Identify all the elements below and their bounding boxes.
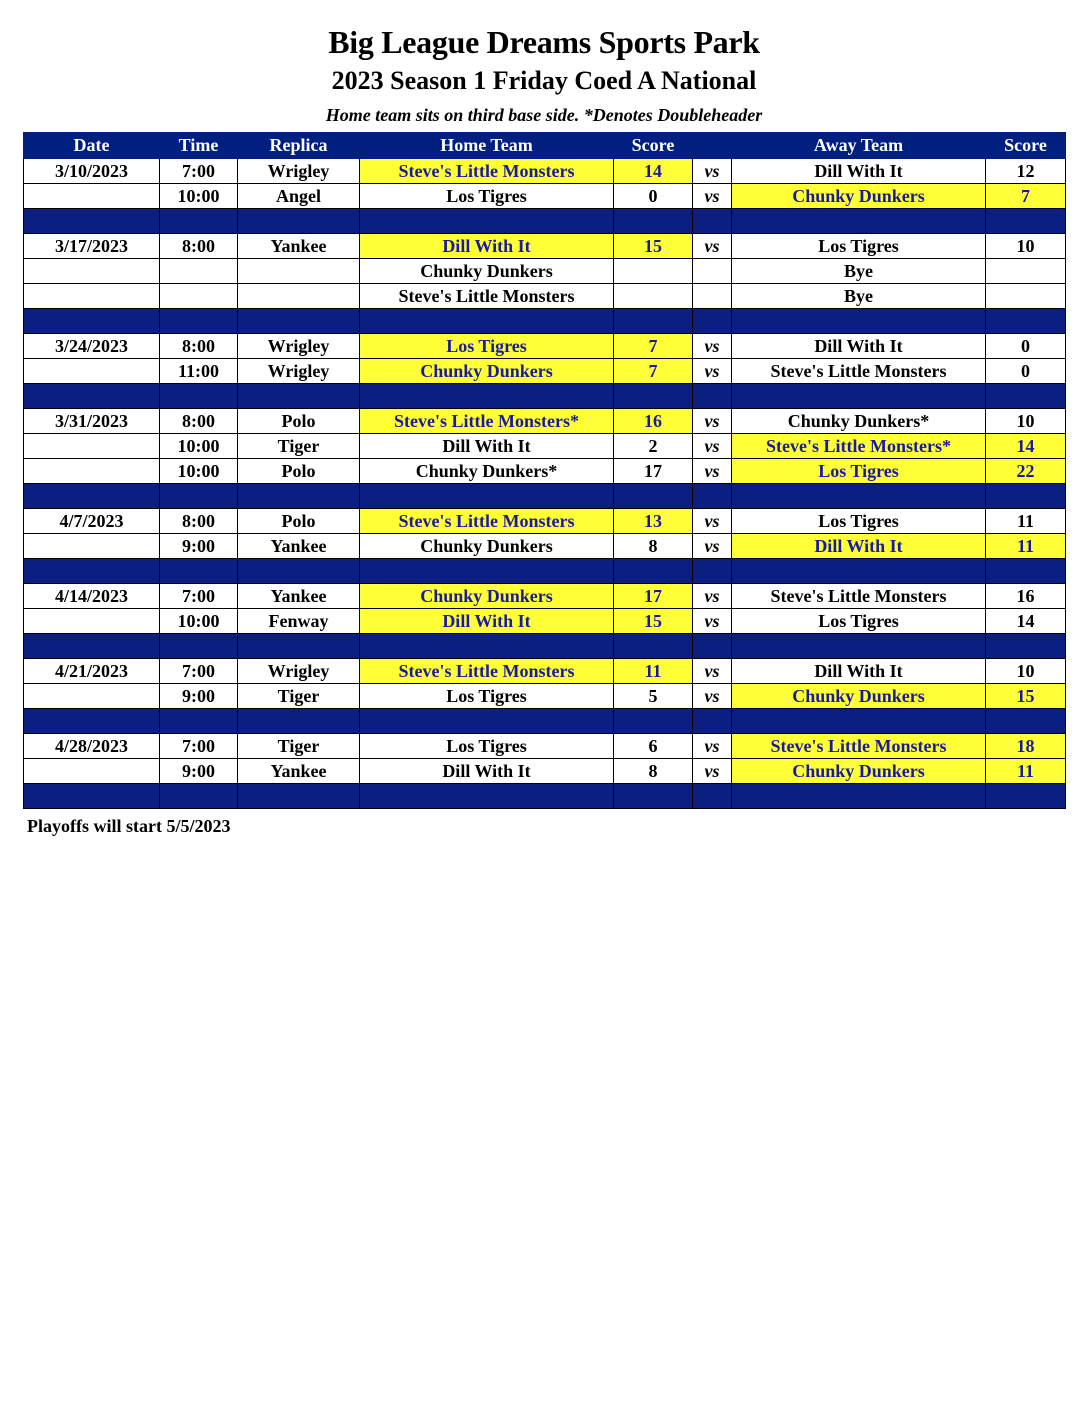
away-team-cell: Chunky Dunkers: [732, 184, 986, 209]
table-row: [24, 234, 1066, 259]
away-score-cell: 14: [986, 434, 1066, 459]
time-cell: 10:00: [160, 184, 238, 209]
separator-row: [24, 309, 1066, 334]
separator-cell: [238, 484, 360, 509]
away-score-cell: 12: [986, 159, 1066, 184]
away-score-cell: 10: [986, 409, 1066, 434]
home-team-cell: Steve's Little Monsters: [360, 509, 614, 534]
time-cell: [160, 259, 238, 284]
home-score-cell: 8: [614, 534, 693, 559]
separator-cell: [238, 784, 360, 809]
replica-cell: Polo: [238, 459, 360, 484]
separator-cell: [693, 559, 732, 584]
away-team-cell: Chunky Dunkers*: [732, 409, 986, 434]
home-score-cell: 13: [614, 509, 693, 534]
home-score-cell: 17: [614, 459, 693, 484]
table-row: [24, 459, 1066, 484]
replica-cell: Wrigley: [238, 659, 360, 684]
home-team-cell: Steve's Little Monsters: [360, 284, 614, 309]
separator-cell: [360, 209, 614, 234]
away-score-cell: 15: [986, 684, 1066, 709]
separator-cell: [986, 484, 1066, 509]
home-score-cell: 17: [614, 584, 693, 609]
schedule-table: [23, 132, 1066, 809]
time-cell: 8:00: [160, 334, 238, 359]
separator-cell: [614, 209, 693, 234]
home-score-cell: 14: [614, 159, 693, 184]
column-header-away-team: Away Team: [732, 133, 986, 159]
away-score-cell: [986, 284, 1066, 309]
replica-cell: Tiger: [238, 734, 360, 759]
separator-cell: [986, 709, 1066, 734]
home-team-cell: Chunky Dunkers*: [360, 459, 614, 484]
replica-cell: Yankee: [238, 759, 360, 784]
table-row: [24, 509, 1066, 534]
separator-cell: [986, 559, 1066, 584]
date-cell: [24, 284, 160, 309]
separator-cell: [238, 384, 360, 409]
separator-cell: [732, 309, 986, 334]
vs-cell: [693, 259, 732, 284]
home-team-cell: Steve's Little Monsters*: [360, 409, 614, 434]
home-team-cell: Dill With It: [360, 434, 614, 459]
separator-cell: [360, 634, 614, 659]
vs-cell: vs: [693, 584, 732, 609]
schedule-note: Home team sits on third base side. *Denotes Doubleheader: [325, 105, 763, 125]
separator-cell: [986, 784, 1066, 809]
date-cell: [24, 684, 160, 709]
replica-cell: Tiger: [238, 434, 360, 459]
separator-cell: [614, 309, 693, 334]
separator-cell: [614, 484, 693, 509]
separator-cell: [614, 709, 693, 734]
home-team-cell: Los Tigres: [360, 184, 614, 209]
time-cell: 7:00: [160, 734, 238, 759]
page-subtitle: 2023 Season 1 Friday Coed A National: [331, 66, 757, 95]
separator-cell: [360, 559, 614, 584]
separator-row: [24, 709, 1066, 734]
home-score-cell: 5: [614, 684, 693, 709]
replica-cell: Tiger: [238, 684, 360, 709]
time-cell: 9:00: [160, 534, 238, 559]
time-cell: 10:00: [160, 609, 238, 634]
separator-cell: [732, 634, 986, 659]
separator-row: [24, 559, 1066, 584]
home-team-cell: Dill With It: [360, 759, 614, 784]
separator-cell: [160, 384, 238, 409]
replica-cell: Fenway: [238, 609, 360, 634]
away-score-cell: 10: [986, 234, 1066, 259]
home-team-cell: Dill With It: [360, 234, 614, 259]
date-cell: 3/17/2023: [24, 234, 160, 259]
separator-cell: [732, 559, 986, 584]
home-team-cell: Chunky Dunkers: [360, 259, 614, 284]
away-score-cell: 11: [986, 759, 1066, 784]
separator-row: [24, 209, 1066, 234]
away-score-cell: 22: [986, 459, 1066, 484]
replica-cell: [238, 259, 360, 284]
time-cell: [160, 284, 238, 309]
home-team-cell: Los Tigres: [360, 734, 614, 759]
away-team-cell: Chunky Dunkers: [732, 759, 986, 784]
away-team-cell: Steve's Little Monsters*: [732, 434, 986, 459]
separator-cell: [160, 709, 238, 734]
separator-cell: [732, 784, 986, 809]
column-header-home-score: Score: [614, 133, 693, 159]
away-team-cell: Dill With It: [732, 534, 986, 559]
separator-cell: [614, 384, 693, 409]
separator-row: [24, 784, 1066, 809]
home-score-cell: 2: [614, 434, 693, 459]
time-cell: 7:00: [160, 659, 238, 684]
date-cell: [24, 259, 160, 284]
replica-cell: Yankee: [238, 234, 360, 259]
column-header-time: Time: [160, 133, 238, 159]
separator-cell: [24, 484, 160, 509]
home-score-cell: 6: [614, 734, 693, 759]
home-team-cell: Dill With It: [360, 609, 614, 634]
vs-cell: vs: [693, 509, 732, 534]
home-score-cell: [614, 284, 693, 309]
away-score-cell: 0: [986, 359, 1066, 384]
home-score-cell: 15: [614, 234, 693, 259]
separator-cell: [160, 559, 238, 584]
separator-cell: [693, 784, 732, 809]
home-team-cell: Chunky Dunkers: [360, 584, 614, 609]
table-row: [24, 734, 1066, 759]
separator-cell: [238, 309, 360, 334]
replica-cell: Polo: [238, 509, 360, 534]
separator-cell: [160, 484, 238, 509]
date-cell: 4/21/2023: [24, 659, 160, 684]
table-row: [24, 684, 1066, 709]
replica-cell: Angel: [238, 184, 360, 209]
away-score-cell: 7: [986, 184, 1066, 209]
separator-cell: [160, 784, 238, 809]
away-score-cell: 10: [986, 659, 1066, 684]
home-score-cell: [614, 259, 693, 284]
home-score-cell: 11: [614, 659, 693, 684]
away-team-cell: Los Tigres: [732, 609, 986, 634]
separator-row: [24, 484, 1066, 509]
column-header-vs: [693, 133, 732, 159]
away-score-cell: 16: [986, 584, 1066, 609]
vs-cell: [693, 284, 732, 309]
table-row: [24, 584, 1066, 609]
separator-row: [24, 634, 1066, 659]
home-score-cell: 7: [614, 359, 693, 384]
separator-cell: [24, 559, 160, 584]
table-row: [24, 434, 1066, 459]
separator-cell: [986, 209, 1066, 234]
replica-cell: Wrigley: [238, 159, 360, 184]
date-cell: [24, 359, 160, 384]
home-team-cell: Chunky Dunkers: [360, 534, 614, 559]
date-cell: [24, 459, 160, 484]
date-cell: [24, 184, 160, 209]
home-team-cell: Los Tigres: [360, 684, 614, 709]
vs-cell: vs: [693, 159, 732, 184]
away-team-cell: Steve's Little Monsters: [732, 359, 986, 384]
home-team-cell: Chunky Dunkers: [360, 359, 614, 384]
date-cell: 4/14/2023: [24, 584, 160, 609]
separator-cell: [24, 634, 160, 659]
separator-cell: [693, 209, 732, 234]
separator-cell: [360, 309, 614, 334]
column-header-home-team: Home Team: [360, 133, 614, 159]
table-header-row: [24, 133, 1066, 159]
home-team-cell: Steve's Little Monsters: [360, 159, 614, 184]
replica-cell: Yankee: [238, 584, 360, 609]
time-cell: 10:00: [160, 434, 238, 459]
separator-cell: [24, 784, 160, 809]
vs-cell: vs: [693, 534, 732, 559]
separator-cell: [732, 384, 986, 409]
time-cell: 9:00: [160, 684, 238, 709]
table-row: [24, 184, 1066, 209]
away-team-cell: Dill With It: [732, 159, 986, 184]
home-score-cell: 7: [614, 334, 693, 359]
date-cell: 4/28/2023: [24, 734, 160, 759]
separator-cell: [24, 384, 160, 409]
separator-cell: [360, 784, 614, 809]
replica-cell: [238, 284, 360, 309]
away-team-cell: Dill With It: [732, 659, 986, 684]
vs-cell: vs: [693, 734, 732, 759]
date-cell: [24, 434, 160, 459]
time-cell: 9:00: [160, 759, 238, 784]
separator-cell: [160, 309, 238, 334]
date-cell: [24, 534, 160, 559]
vs-cell: vs: [693, 334, 732, 359]
replica-cell: Wrigley: [238, 359, 360, 384]
separator-cell: [986, 384, 1066, 409]
time-cell: 7:00: [160, 159, 238, 184]
table-row: [24, 609, 1066, 634]
replica-cell: Polo: [238, 409, 360, 434]
home-score-cell: 8: [614, 759, 693, 784]
vs-cell: vs: [693, 609, 732, 634]
vs-cell: vs: [693, 459, 732, 484]
home-score-cell: 15: [614, 609, 693, 634]
separator-cell: [238, 559, 360, 584]
separator-cell: [160, 209, 238, 234]
table-row: [24, 159, 1066, 184]
away-team-cell: Los Tigres: [732, 509, 986, 534]
separator-row: [24, 384, 1066, 409]
separator-cell: [693, 709, 732, 734]
date-cell: [24, 759, 160, 784]
away-team-cell: Steve's Little Monsters: [732, 584, 986, 609]
separator-cell: [614, 634, 693, 659]
date-cell: [24, 609, 160, 634]
vs-cell: vs: [693, 659, 732, 684]
separator-cell: [24, 709, 160, 734]
separator-cell: [360, 384, 614, 409]
separator-cell: [238, 709, 360, 734]
away-team-cell: Dill With It: [732, 334, 986, 359]
separator-cell: [732, 709, 986, 734]
away-team-cell: Los Tigres: [732, 459, 986, 484]
home-score-cell: 16: [614, 409, 693, 434]
away-score-cell: 14: [986, 609, 1066, 634]
away-score-cell: 11: [986, 509, 1066, 534]
home-team-cell: Los Tigres: [360, 334, 614, 359]
separator-cell: [693, 634, 732, 659]
date-cell: 3/10/2023: [24, 159, 160, 184]
separator-cell: [24, 309, 160, 334]
vs-cell: vs: [693, 184, 732, 209]
table-row: [24, 759, 1066, 784]
playoffs-note: Playoffs will start 5/5/2023: [27, 816, 231, 836]
away-score-cell: 11: [986, 534, 1066, 559]
time-cell: 10:00: [160, 459, 238, 484]
time-cell: 8:00: [160, 509, 238, 534]
separator-cell: [360, 484, 614, 509]
time-cell: 7:00: [160, 584, 238, 609]
away-team-cell: Bye: [732, 259, 986, 284]
page-title: Big League Dreams Sports Park: [328, 24, 760, 60]
away-team-cell: Steve's Little Monsters: [732, 734, 986, 759]
table-row: [24, 534, 1066, 559]
schedule-body: [24, 159, 1066, 809]
away-team-cell: Los Tigres: [732, 234, 986, 259]
table-row: [24, 659, 1066, 684]
away-team-cell: Chunky Dunkers: [732, 684, 986, 709]
away-score-cell: 18: [986, 734, 1066, 759]
replica-cell: Wrigley: [238, 334, 360, 359]
separator-cell: [732, 484, 986, 509]
vs-cell: vs: [693, 359, 732, 384]
separator-cell: [360, 709, 614, 734]
away-score-cell: 0: [986, 334, 1066, 359]
vs-cell: vs: [693, 409, 732, 434]
time-cell: 8:00: [160, 409, 238, 434]
separator-cell: [986, 634, 1066, 659]
time-cell: 8:00: [160, 234, 238, 259]
separator-cell: [238, 634, 360, 659]
separator-cell: [693, 309, 732, 334]
separator-cell: [24, 209, 160, 234]
vs-cell: vs: [693, 434, 732, 459]
separator-cell: [732, 209, 986, 234]
replica-cell: Yankee: [238, 534, 360, 559]
column-header-date: Date: [24, 133, 160, 159]
separator-cell: [986, 309, 1066, 334]
date-cell: 3/24/2023: [24, 334, 160, 359]
date-cell: 4/7/2023: [24, 509, 160, 534]
column-header-away-score: Score: [986, 133, 1066, 159]
separator-cell: [238, 209, 360, 234]
away-score-cell: [986, 259, 1066, 284]
home-team-cell: Steve's Little Monsters: [360, 659, 614, 684]
separator-cell: [160, 634, 238, 659]
date-cell: 3/31/2023: [24, 409, 160, 434]
time-cell: 11:00: [160, 359, 238, 384]
home-score-cell: 0: [614, 184, 693, 209]
away-team-cell: Bye: [732, 284, 986, 309]
table-row: [24, 334, 1066, 359]
column-header-replica: Replica: [238, 133, 360, 159]
table-row: [24, 359, 1066, 384]
table-row: [24, 409, 1066, 434]
separator-cell: [614, 784, 693, 809]
vs-cell: vs: [693, 759, 732, 784]
separator-cell: [614, 559, 693, 584]
table-row: [24, 259, 1066, 284]
vs-cell: vs: [693, 234, 732, 259]
table-row: [24, 284, 1066, 309]
separator-cell: [693, 484, 732, 509]
vs-cell: vs: [693, 684, 732, 709]
separator-cell: [693, 384, 732, 409]
